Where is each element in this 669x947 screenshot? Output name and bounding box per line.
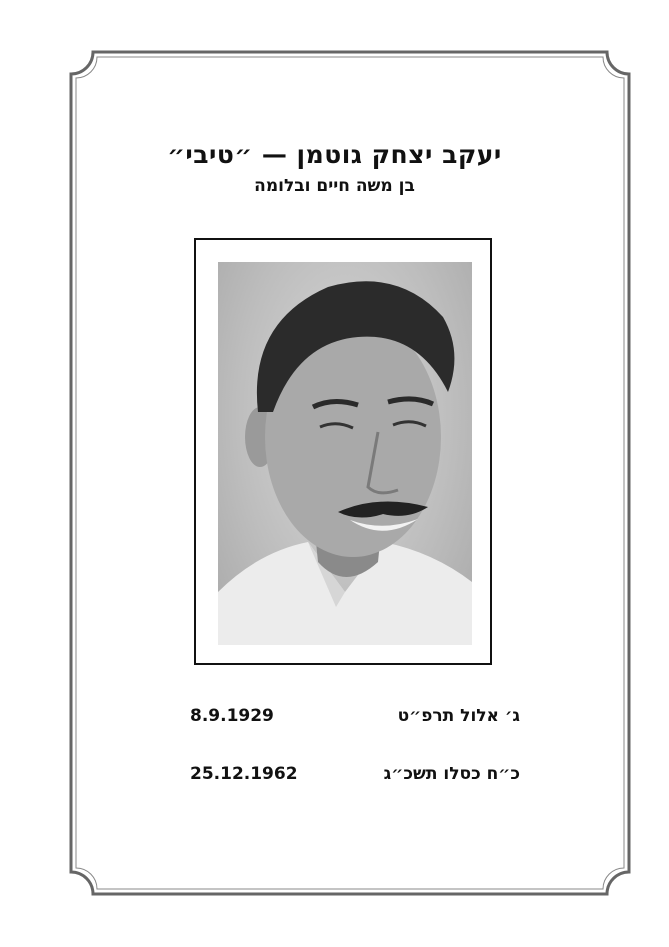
- death-date-gregorian: 25.12.1962: [190, 764, 298, 784]
- birth-date-hebrew: ג׳ אלול תרפ״ט: [397, 706, 520, 726]
- portrait-photo: [218, 262, 472, 645]
- memorial-subtitle: בן משה חיים ובלומה: [254, 176, 415, 196]
- portrait-illustration: [218, 262, 472, 645]
- birth-date-gregorian: 8.9.1929: [190, 706, 274, 726]
- photo-frame: [194, 238, 492, 665]
- memorial-title: יעקב יצחק גוטמן — ״טיבי״: [167, 140, 502, 169]
- death-date-hebrew: כ״ח כסלו תשכ״ג: [383, 764, 520, 784]
